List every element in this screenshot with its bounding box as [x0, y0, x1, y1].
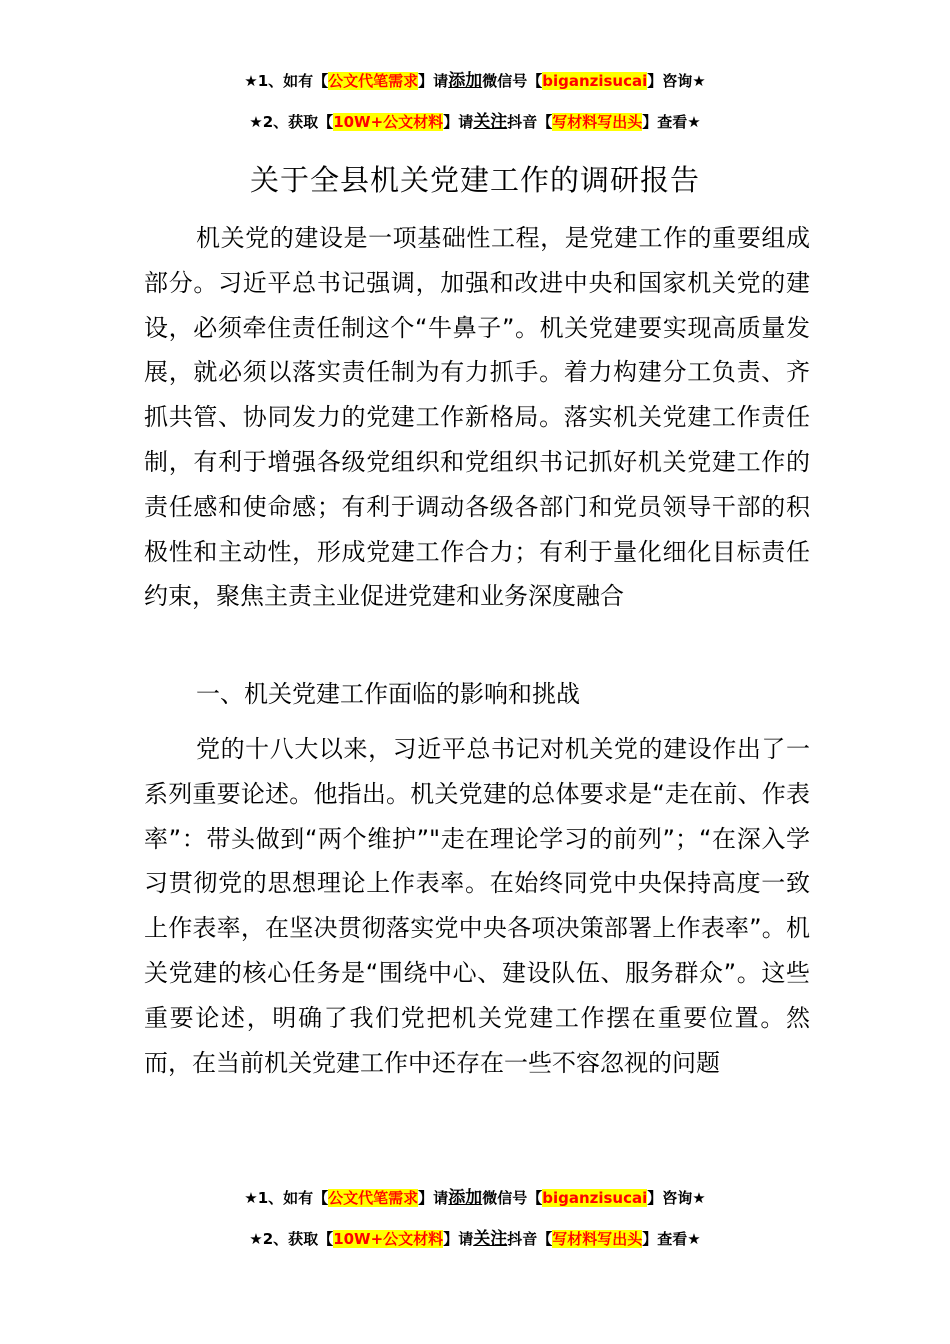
section-paragraph: 党的十八大以来，习近平总书记对机关党的建设作出了一系列重要论述。他指出。机关党建的总体要求是“走在前、作表率”：带头做到“两个维护”"走在理论学习的前列”；“在深入学习贯彻党的思想理论上作表率。在始终同党中央保持高度一致上作表率，在坚决贯彻落实党中央各项决策部署上作表率”。机关党建的核心任务是“围绕中心、建设队伍、服务群众”。这些重要论述，明确了我们党把机关党建工作摆在重要位置。然而，在当前机关党建工作中还存在一些不容忽视的问题: [144, 735, 810, 1077]
promo-line-2-bottom: [0, 1228, 950, 1250]
promo-text: 】咨询★: [647, 72, 706, 90]
intro-paragraph: 机关党的建设是一项基础性工程，是党建工作的重要组成部分。习近平总书记强调，加强和改进中央和国家机关党的建设，必须牵住责任制这个“牛鼻子”。机关党建要实现高质量发展，就必须以落实责任制为有力抓手。着力构建分工负责、齐抓共管、协同发力的党建工作新格局。落实机关党建工作责任制，有利于增强各级党组织和党组织书记抓好机关党建工作的责任感和使命感；有利于调动各级各部门和党员领导干部的积极性和主动性，形成党建工作合力；有利于量化细化目标责任约束，聚焦主责主业促进党建和业务深度融合: [144, 224, 810, 611]
promo-text: 】请: [418, 72, 449, 90]
promo-text: ★2、获取【: [249, 1230, 334, 1248]
promo-douyin-id: 写材料写出头: [552, 1230, 643, 1248]
promo-line-2-top: [0, 111, 950, 133]
promo-line-1-top: [0, 70, 950, 92]
section-heading: 一、机关党建工作面临的影响和挑战: [196, 680, 580, 708]
promo-text: ★1、如有【: [244, 1189, 329, 1207]
promo-line-1-bottom: [0, 1187, 950, 1209]
promo-douyin-id: 写材料写出头: [552, 113, 643, 131]
promo-underline: 关注: [473, 1229, 508, 1249]
promo-highlight: 公文代笔需求: [328, 1189, 419, 1207]
promo-underline: 添加: [448, 1188, 483, 1208]
promo-underline: 添加: [448, 71, 483, 91]
promo-text: 抖音【: [507, 113, 553, 131]
promo-wechat-id: biganzisucai: [542, 72, 648, 90]
promo-text: 】咨询★: [647, 1189, 706, 1207]
promo-text: 微信号【: [482, 1189, 543, 1207]
promo-text: 微信号【: [482, 72, 543, 90]
promo-text: ★1、如有【: [244, 72, 329, 90]
promo-text: 】查看★: [642, 1230, 701, 1248]
promo-text: 】查看★: [642, 113, 701, 131]
promo-underline: 关注: [473, 112, 508, 132]
promo-text: 抖音【: [507, 1230, 553, 1248]
promo-text: ★2、获取【: [249, 113, 334, 131]
promo-wechat-id: biganzisucai: [542, 1189, 648, 1207]
document-title: 关于全县机关党建工作的调研报告: [249, 163, 700, 197]
promo-text: 】请: [418, 1189, 449, 1207]
promo-highlight: 10W+公文材料: [333, 1230, 444, 1248]
promo-text: 】请: [443, 1230, 474, 1248]
promo-highlight: 公文代笔需求: [328, 72, 419, 90]
promo-text: 】请: [443, 113, 474, 131]
promo-highlight: 10W+公文材料: [333, 113, 444, 131]
